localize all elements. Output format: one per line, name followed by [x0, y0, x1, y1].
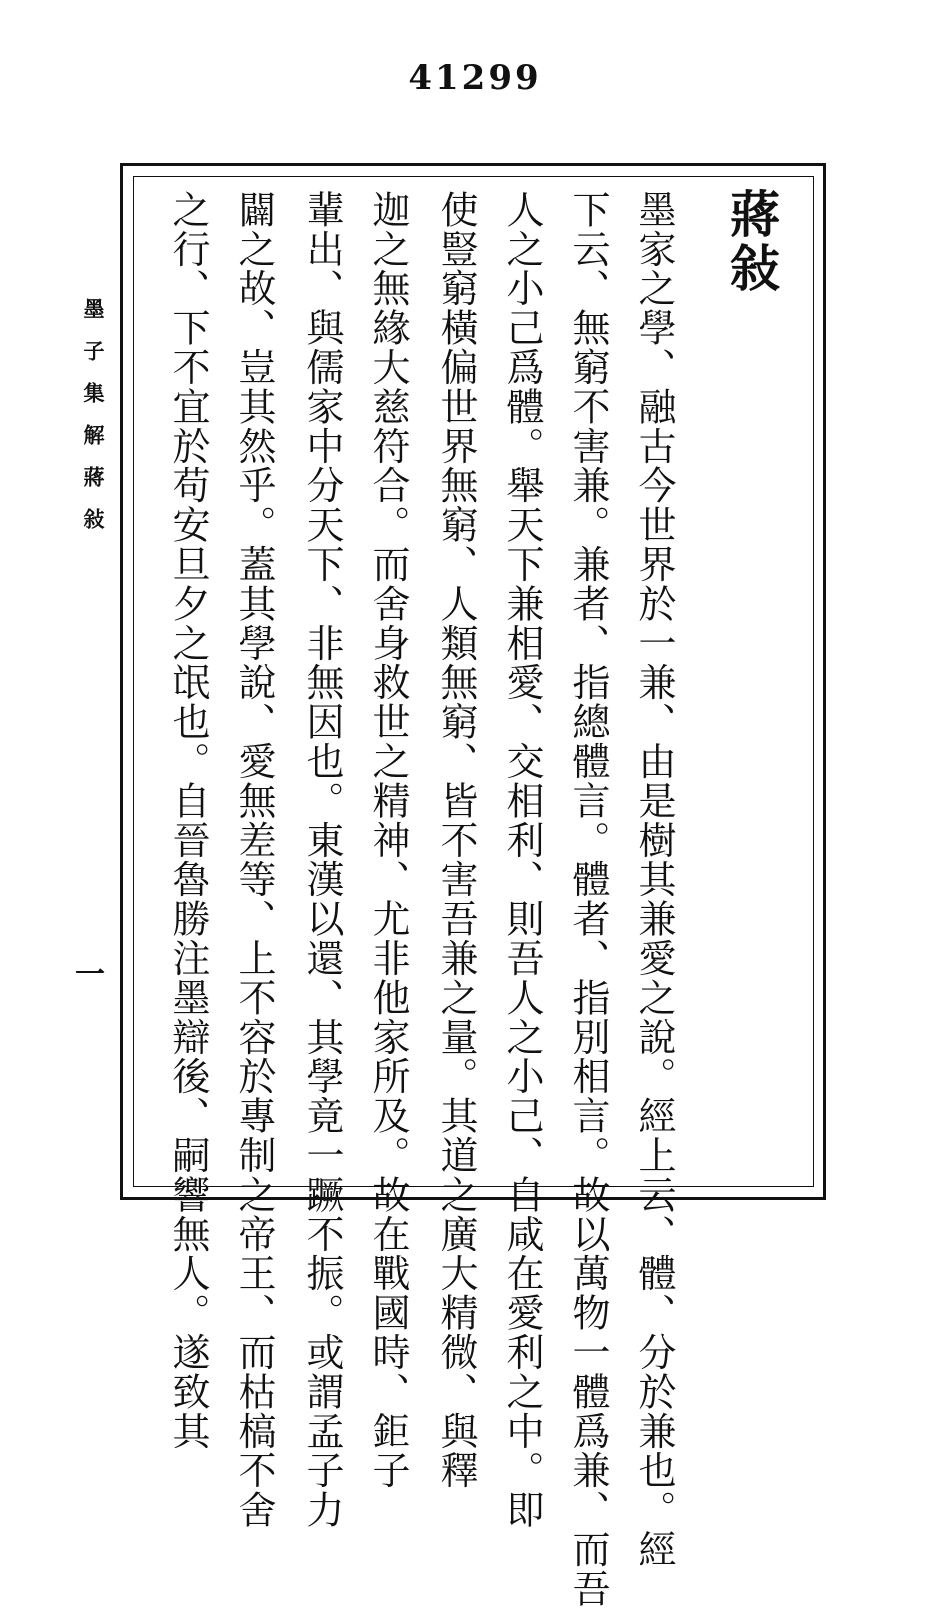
text-column-6: 輩出、與儒家中分天下、非無因也。東漢以還、其學竟一蹶不振。或謂孟子力	[300, 190, 344, 1530]
section-title: 蔣敍	[722, 188, 781, 296]
folio-number: 一	[69, 958, 104, 988]
text-column-8: 之行、下不宜於苟安旦夕之氓也。自晉魯勝注墨辯後、嗣響無人。遂致其	[166, 190, 210, 1451]
text-column-7: 闢之故、豈其然乎。蓋其學說、愛無差等、上不容於專制之帝王、而枯槁不舍	[232, 190, 276, 1530]
page-number: 41299	[408, 58, 542, 98]
text-column-2: 下云、無窮不害兼。兼者、指總體言。體者、指別相言。故以萬物一體爲兼、而吾	[566, 190, 610, 1608]
text-column-1: 墨家之學、融古今世界於一兼、由是樹其兼愛之說。經上云、體、分於兼也。經	[632, 190, 676, 1569]
running-head: 墨子集解蔣敍	[81, 298, 106, 550]
text-column-4: 使豎窮橫偏世界無窮、人類無窮、皆不害吾兼之量。其道之廣大精微、與釋	[434, 190, 478, 1491]
text-column-5: 迦之無緣大慈符合。而舍身救世之精神、尤非他家所及。故在戰國時、鉅子	[366, 190, 410, 1491]
text-column-3: 人之小己爲體。舉天下兼相愛、交相利、則吾人之小己、自咸在愛利之中。即	[500, 190, 544, 1530]
